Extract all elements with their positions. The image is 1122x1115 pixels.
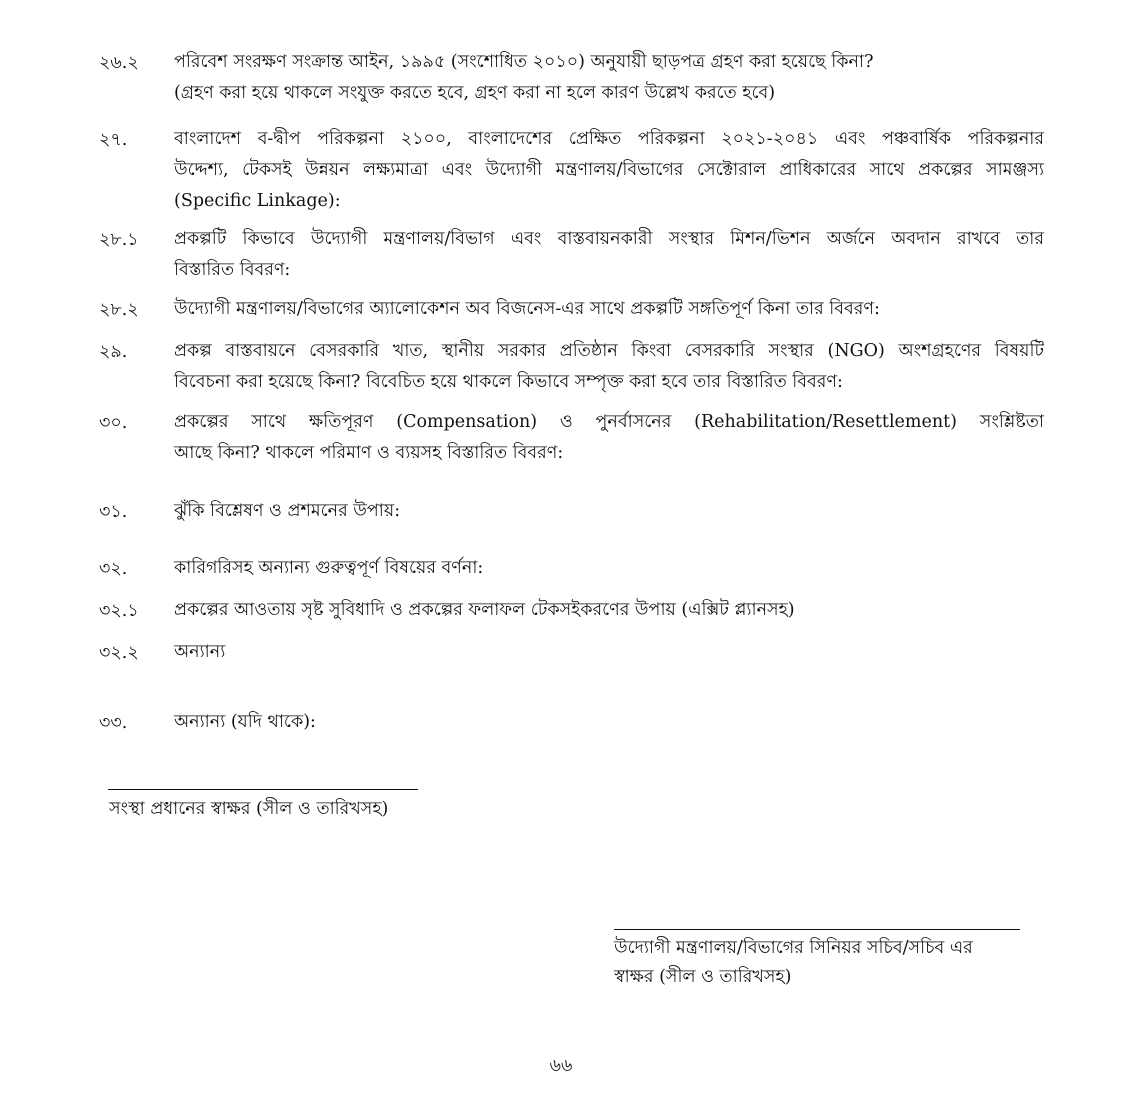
item-number: ২৮.২ — [99, 300, 139, 320]
item-number: ৩৩. — [99, 713, 128, 733]
item-text-line: আছে কিনা? থাকলে পরিমাণ ও ব্যয়সহ বিস্তারিত বিবরণ: — [174, 443, 564, 463]
item-text-line: প্রকল্পের সাথে ক্ষতিপূরণ (Compensation) ও পুনর্বাসনের (Rehabilitation/Resettlement) সংশ্লিষ্টতা — [174, 412, 1044, 432]
item-text-line: (Specific Linkage): — [174, 191, 341, 211]
item-text-line: প্রকল্পের আওতায় সৃষ্ট সুবিধাদি ও প্রকল্পের ফলাফল টেকসইকরণের উপায় (এক্সিট প্ল্যানসহ) — [174, 600, 795, 620]
item-text — [174, 637, 1044, 668]
item-text — [174, 124, 1044, 217]
item-number: ৩২.১ — [99, 601, 139, 621]
item-text-line: বিস্তারিত বিবরণ: — [174, 260, 291, 280]
item-number: ৩২. — [99, 559, 128, 579]
signature-line-secretary — [614, 929, 1020, 930]
item-text-line: প্রকল্পটি কিভাবে উদ্যোগী মন্ত্রণালয়/বিভাগ এবং বাস্তবায়নকারী সংস্থার মিশন/ভিশন অর্জনে অবদান রাখবে তার — [174, 229, 1044, 249]
item-text-line: অন্যান্য — [174, 642, 226, 662]
item-text-line: উদ্যোগী মন্ত্রণালয়/বিভাগের অ্যালোকেশন অব বিজনেস-এর সাথে প্রকল্পটি সঙ্গতিপূর্ণ কিনা তার বিবরণ: — [174, 299, 880, 319]
item-text-line: উদ্দেশ্য, টেকসই উন্নয়ন লক্ষ্যমাত্রা এবং উদ্যোগী মন্ত্রণালয়/বিভাগের সেক্টোরাল প্রাধিকারের সাথে প্রকল্পের সামঞ্জস্য — [174, 160, 1044, 180]
signature-line-agency-head — [108, 789, 418, 790]
item-text-line: বাংলাদেশ ব-দ্বীপ পরিকল্পনা ২১০০, বাংলাদেশের প্রেক্ষিত পরিকল্পনা ২০২১-২০৪১ এবং পঞ্চবার্ষিক পরিকল্পনার — [174, 129, 1044, 149]
signature-label-secretary: উদ্যোগী মন্ত্রণালয়/বিভাগের সিনিয়র সচিব/সচিব এর — [614, 938, 973, 958]
item-number: ২৭. — [99, 130, 128, 150]
item-number: ২৮.১ — [99, 230, 139, 250]
signature-label-secretary-2: স্বাক্ষর (সীল ও তারিখসহ) — [614, 967, 792, 987]
item-text — [174, 407, 1044, 469]
item-text-line: অন্যান্য (যদি থাকে): — [174, 712, 316, 732]
item-number: ৩২.২ — [99, 643, 139, 663]
item-text — [174, 707, 1044, 738]
item-text-line: পরিবেশ সংরক্ষণ সংক্রান্ত আইন, ১৯৯৫ (সংশোধিত ২০১০) অনুযায়ী ছাড়পত্র গ্রহণ করা হয়েছে কিনা? — [174, 52, 874, 72]
item-number: ৩০. — [99, 413, 128, 433]
item-text-line: বিবেচনা করা হয়েছে কিনা? বিবেচিত হয়ে থাকলে কিভাবে সম্পৃক্ত করা হবে তার বিস্তারিত বিবরণ: — [174, 372, 843, 392]
item-text — [174, 294, 1044, 325]
item-number: ২৯. — [99, 342, 128, 362]
item-text — [174, 553, 1044, 584]
item-text-line: কারিগরিসহ অন্যান্য গুরুত্বপূর্ণ বিষয়ের বর্ণনা: — [174, 558, 484, 578]
item-number: ৩১. — [99, 502, 128, 522]
item-number: ২৬.২ — [99, 53, 139, 73]
page-number: ৬৬ — [549, 1056, 573, 1076]
item-text-line: (গ্রহণ করা হয়ে থাকলে সংযুক্ত করতে হবে, গ্রহণ করা না হলে কারণ উল্লেখ করতে হবে) — [174, 83, 776, 103]
item-text-line: প্রকল্প বাস্তবায়নে বেসরকারি খাত, স্থানীয় সরকার প্রতিষ্ঠান কিংবা বেসরকারি সংস্থার (NGO) অংশগ্রহণের বিষয়টি — [174, 341, 1044, 361]
item-text — [174, 224, 1044, 286]
item-text — [174, 595, 1044, 626]
item-text-line: ঝুঁকি বিশ্লেষণ ও প্রশমনের উপায়: — [174, 501, 401, 521]
item-text — [174, 336, 1044, 398]
signature-label-agency-head: সংস্থা প্রধানের স্বাক্ষর (সীল ও তারিখসহ) — [109, 799, 389, 819]
item-text — [174, 496, 1044, 527]
item-text — [174, 47, 1044, 109]
